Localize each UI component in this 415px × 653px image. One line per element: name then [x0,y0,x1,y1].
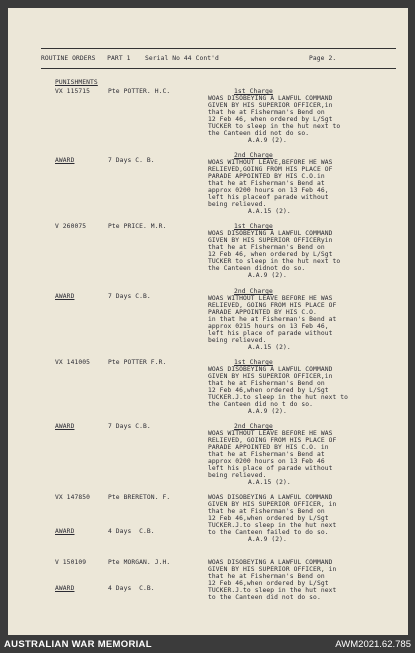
charge-text-line: GIVEN BY HIS SUPERIOR OFFICER, in [208,501,337,508]
charge-text-line: A.A.9 (2). [248,137,287,144]
charge-text-line: GIVEN BY HIS SUPERIOR OFFICER,in [208,102,333,109]
entry-name: Pte MORGAN. J.H. [108,559,171,566]
charge-heading: 2nd Charge [234,152,273,159]
charge-text-line: RELIEVED, GOING FROM HIS PLACE OF [208,437,337,444]
header-right: Page 2. [309,55,337,62]
charge-text-line: TUCKER.J.to sleep in the hut next [208,522,337,529]
charge-heading: 1st Charge [234,359,273,366]
charge-text-line: that he at Fisherman's Bend on [208,573,325,580]
charge-text-line: RELIEVED,GOING FROM HIS PLACE OF [208,166,333,173]
charge-text-line: A.A.15 (2). [248,479,291,486]
charge-text-line: that he at Fisherman's Bend at [208,451,325,458]
charge-text-line: being relieved. [208,337,267,344]
charge-heading: 2nd Charge [234,288,273,295]
charge-text-line: the Canteen did no t do so. [208,401,314,408]
charge-text-line: that he at Fisherman's Bend on [208,508,325,515]
charge-text-line: TUCKER to sleep in the hut next to [208,123,341,130]
charge-heading: 1st Charge [234,223,273,230]
charge-text-line: 12 Feb 46, when ordered by L/Sgt [208,251,333,258]
charge-text-line: approx 0215 hours on 13 Feb 46, [208,323,329,330]
header-rule-bottom [41,68,396,69]
charge-text-line: WOAS WITHOUT LEAVE BEFORE HE WAS [208,295,333,302]
charge-text-line: the Canteen did not do so. [208,130,310,137]
archive-footer [0,637,415,653]
charge-text-line: being relieved. [208,472,267,479]
charge-text-line: A.A.9 (2). [248,408,287,415]
entry-name: 7 Days C.B. [108,423,151,430]
footer-accession: AWM2021.62.785 [335,639,411,650]
charge-text-line: being relieved. [208,201,267,208]
charge-text-line: GIVEN BY HIS SUPERIOR OFFICERyin [208,237,333,244]
charge-text-line: in that he at Fisherman's Bend at [208,316,337,323]
charge-text-line: GIVEN BY HIS SUPERIOR OFFICER,in [208,373,333,380]
entry-id: AWARD [55,423,75,430]
charge-text-line: TUCKER.J.to sleep in the hut next to [208,394,349,401]
header-rule-top [41,48,396,49]
charge-text-line: 12 Feb 46,when ordered by L/Sgt [208,580,329,587]
charge-text-line: A.A.9 (2). [248,536,287,543]
charge-text-line: PARADE APPOINTED BY HIS C.O.in [208,173,325,180]
section-title: PUNISHMENTS [55,79,98,86]
entry-id: AWARD [55,293,75,300]
charge-text-line: WOAS DISOBEYING A LAWFUL COMMAND [208,494,333,501]
charge-text-line: left his place of parade without [208,465,333,472]
entry-name: Pte POTTER F.R. [108,359,167,366]
charge-text-line: TUCKER to sleep in the hut next to [208,258,341,265]
entry-id: AWARD [55,528,75,535]
charge-text-line: 12 Feb 46, when ordered by L/Sgt [208,116,333,123]
charge-text-line: approx 0200 hours on 13 Feb 46 [208,458,325,465]
charge-text-line: that he at Fisherman's Bend on [208,109,325,116]
charge-text-line: that he at Fisherman's Bend on [208,244,325,251]
entry-id: VX 147850 [55,494,91,501]
entry-id: AWARD [55,585,75,592]
charge-text-line: TUCKER.J.to sleep in the hut next [208,587,337,594]
entry-id: V 260075 [55,223,87,230]
entry-name: 4 Days C.B. [108,528,155,535]
entry-name: Pte POTTER. H.C. [108,88,171,95]
header-left: ROUTINE ORDERS PART 1 [41,55,131,62]
charge-text-line: 12 Feb 46,when ordered by L/Sgt [208,515,329,522]
charge-text-line: RELIEVED, GOING FROM HIS PLACE OF [208,302,337,309]
entry-id: VX 141005 [55,359,91,366]
charge-text-line: WOAS DISOBEYING A LAWFUL COMMAND [208,230,333,237]
charge-text-line: that he at Fisherman's Bend on [208,380,325,387]
charge-text-line: PARADE APPOINTED BY HIS C.O. in [208,444,329,451]
entry-id: V 150109 [55,559,87,566]
entry-id: AWARD [55,157,75,164]
charge-heading: 1st Charge [234,88,273,95]
charge-text-line: left his place of parade without [208,330,333,337]
charge-text-line: A.A.9 (2). [248,272,287,279]
charge-text-line: to the Canteen did not do so. [208,594,321,601]
footer-institution: AUSTRALIAN WAR MEMORIAL [4,639,152,650]
charge-text-line: GIVEN BY HIS SUPERIOR OFFICER, in [208,566,337,573]
charge-text-line: WOAS WITHOUT LEAVE BEFORE HE WAS [208,430,333,437]
charge-heading: 2nd Charge [234,423,273,430]
charge-text-line: left his placeof parade without [208,194,329,201]
charge-text-line: A.A.15 (2). [248,208,291,215]
charge-text-line: to the Canteen failed to do so. [208,529,329,536]
entry-name: 4 Days C.B. [108,585,155,592]
charge-text-line: approx 0200 hours on 13 Feb 46, [208,187,329,194]
charge-text-line: WOAS DISOBEYING A LAWFUL COMMAND [208,559,333,566]
entry-name: Pte BRERETON. F. [108,494,171,501]
entry-id: VX 115715 [55,88,91,95]
entry-name: Pte PRICE. M.R. [108,223,167,230]
charge-text-line: that he at Fisherman's Bend at [208,180,325,187]
charge-text-line: WOAS DISOBEYING A LAWFUL COMMAND [208,366,333,373]
header-center: Serial No 44 Cont'd [145,55,219,62]
document-page [8,8,408,635]
charge-text-line: WOAS WITHOUT LEAVE,BEFORE HE WAS [208,159,333,166]
charge-text-line: 12 Feb 46,when ordered by L/Sgt [208,387,329,394]
charge-text-line: the Canteen didnot do so. [208,265,306,272]
charge-text-line: A.A.15 (2). [248,344,291,351]
entry-name: 7 Days C.B. [108,293,151,300]
charge-text-line: WOAS DISOBEYING A LAWFUL COMMAND [208,95,333,102]
entry-name: 7 Days C. B. [108,157,155,164]
charge-text-line: PARADE APPOINTED BY HIS C.O. [208,309,317,316]
